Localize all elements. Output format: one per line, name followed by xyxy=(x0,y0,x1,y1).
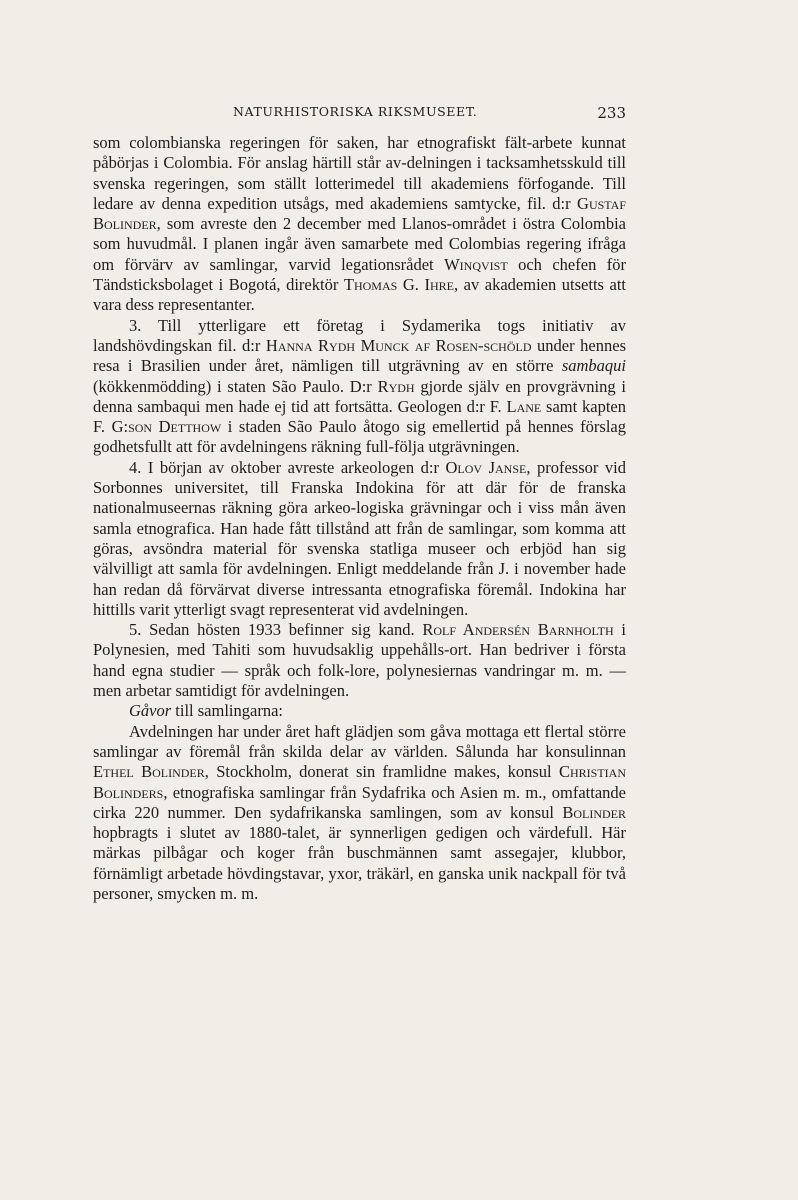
text-run: och chefen för Tändsticksbolaget i Bogotá, direktör xyxy=(93,254,626,295)
text-run: i staden São Paulo åtogo sig emellertid på hennes förslag godhetsfullt att för avdelningens räkning full-följa utgrävningen. xyxy=(93,417,626,457)
person-name: Winqvist xyxy=(444,254,508,274)
running-title: NATURHISTORISKA RIKSMUSEET. xyxy=(233,104,478,119)
text-run: , etnografiska samlingar från Sydafrika och Asien m. m., omfattande cirka 220 nummer. Den sydafrikanska samlingen, som av konsul xyxy=(93,782,626,822)
person-name: Rolf Andersén Barnholth xyxy=(422,620,614,640)
text-run: , som avreste den 2 december med Llanos-området i östra Colombia som huvudmål. I planen ingår även samarbete med Colombias regering ifråga om förvärv av samlingar, varvid legationsrådet xyxy=(93,214,626,274)
person-name: G:son Detthow xyxy=(111,417,222,437)
page-header xyxy=(95,104,626,122)
text-run: under hennes resa i Brasilien under året, nämligen till utgrävning av en större xyxy=(93,335,626,376)
person-name: Thomas G. Ihre xyxy=(343,275,454,295)
text-run: samt kapten F. xyxy=(93,396,626,437)
text-run: 3. Till ytterligare ett företag i Sydamerika togs initiativ av landshövdingskan fil. d:r xyxy=(93,315,626,355)
person-name: Hanna Rydh Munck af Rosen-schöld xyxy=(265,335,532,355)
section-subheading xyxy=(93,701,626,721)
body-text xyxy=(93,133,626,904)
text-run: , professor vid Sorbonnes universitet, till Franska Indokina för att där för de franska nationalmuseernas räkning göra arkeo-logiska grävningar och i viss mån även samla etnografica. Han hade fått tillstånd att från de samlingar, som komma att göras, avsöndra material för svenska statliga museer och erbjöd han sig välvilligt att samla för avdelningen. Enligt meddelande från J. i november hade han redan då förvärvat diverse intressanta etnografiska föremål. Indokina har hittills varit ytterligt svagt representerat vid avdelningen. xyxy=(93,457,626,619)
text-run: , av akademien utsetts att vara dess representanter. xyxy=(93,275,626,315)
text-run: 5. Sedan hösten 1933 befinner sig kand. xyxy=(129,620,423,640)
paragraph-gifts xyxy=(93,722,626,905)
paragraph-colombia xyxy=(93,133,626,316)
italic-heading-word: Gåvor xyxy=(129,701,172,721)
text-run: hopbragts i slutet av 1880-talet, är synnerligen gedigen och värdefull. Här märkas pilbågar och koger från buschmännen samt assegajer, klubbor, förnämligt arbetade hövdingstavar, yxor, träkärl, en ganska unik nackpall för två personer, smycken m. m. xyxy=(93,823,626,903)
text-run: (kökkenmödding) i staten São Paulo. D:r xyxy=(93,376,378,396)
text-run: som colombianska regeringen för saken, har etnografiskt fält-arbete kunnat påbörjas i Colombia. För anslag härtill står av-delningen i tacksamhetsskuld till svenska regeringen, som ställt lotterimedel till akademiens förfogande. Till ledare av denna expedition utsågs, med akademiens samtycke, fil. d:r xyxy=(93,133,626,213)
person-name: Olov Janse xyxy=(445,457,527,477)
person-name: Bolinder xyxy=(562,802,626,822)
paragraph-item-4 xyxy=(93,458,626,620)
page-number: 233 xyxy=(597,104,626,122)
text-run: till samlingarna: xyxy=(171,701,283,721)
italic-term: sambaqui xyxy=(561,356,626,376)
person-name: Christian Bolinders xyxy=(93,762,626,802)
text-run: i Polynesien, med Tahiti som huvudsaklig uppehålls-ort. Han bedriver i första hand egna studier — språk och folk-lore, polynesiernas vandringar m. m. — men arbetar samtidigt för avdelningen. xyxy=(93,620,626,701)
person-name: Ethel Bolinder xyxy=(93,762,205,782)
person-name: Rydh xyxy=(377,376,415,396)
person-name: Gustaf Bolinder xyxy=(93,193,626,234)
text-run: , Stockholm, donerat sin framlidne makes, konsul xyxy=(204,762,559,782)
text-run: 4. I början av oktober avreste arkeologen d:r xyxy=(129,457,446,477)
text-run: Avdelningen har under året haft glädjen som gåva mottaga ett flertal större samlingar av föremål från skilda delar av världen. Sålunda har konsulinnan xyxy=(93,721,626,761)
text-run: gjorde själv en provgrävning i denna sambaqui men hade ej tid att fortsätta. Geologen d:r F. xyxy=(93,376,626,416)
paragraph-item-5 xyxy=(93,620,626,701)
paragraph-item-3 xyxy=(93,316,626,458)
person-name: Lane xyxy=(506,396,542,416)
